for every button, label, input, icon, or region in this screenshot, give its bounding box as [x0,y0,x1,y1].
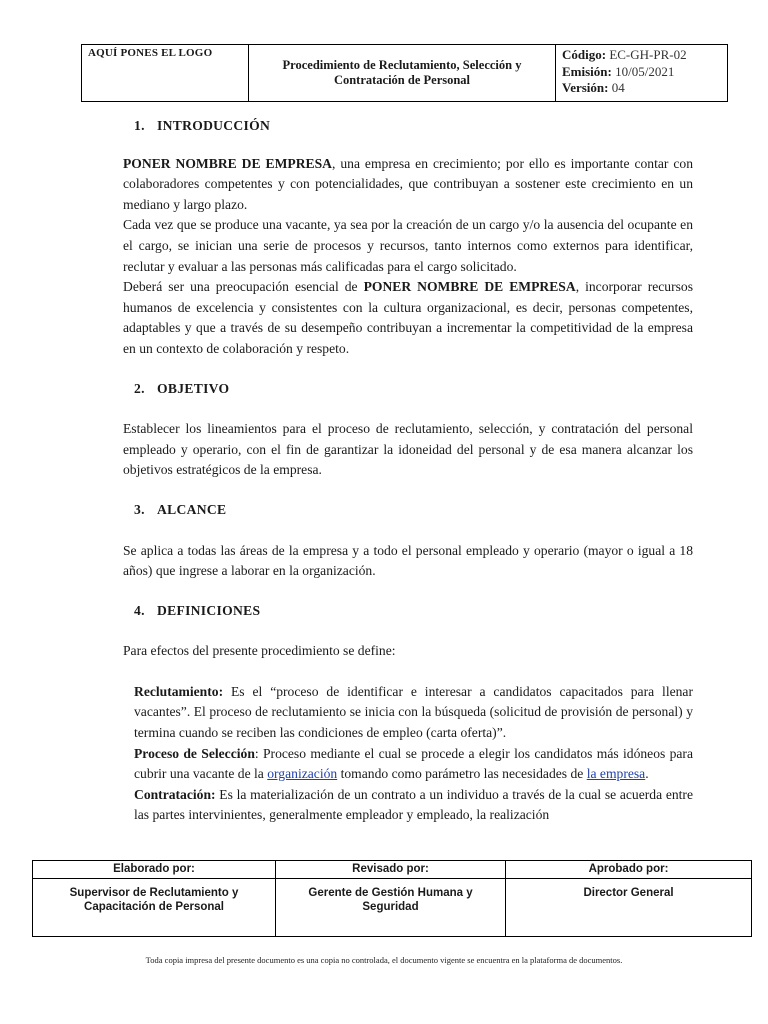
revisado-label: Revisado por: [276,861,506,878]
definition-text: tomando como parámetro las necesidades de [337,766,587,782]
definiciones-intro: Para efectos del presente procedimiento se define: [123,643,396,659]
definition-text: . [645,766,649,782]
definition-text: Es la materialización de un contrato a un individuo a través de la cual se acuerda entre las partes intervinientes, generalmente empleador y empleado, la realización [134,786,693,823]
section-heading-alcance [134,500,693,521]
logo-placeholder: AQUÍ PONES EL LOGO [82,45,249,101]
section-heading-definiciones [134,601,693,622]
definition-term: Contratación: [134,786,216,802]
definition-term: Proceso de Selección [134,745,255,761]
section-number: 4. [134,602,145,618]
aprobado-value: Director General [583,887,674,899]
alcance-paragraph: Se aplica a todas las áreas de la empresa y a todo el personal empleado y operario (mayor o igual a 18 años) que ingrese a laborar en la organización. [123,542,693,579]
section-title: ALCANCE [157,501,227,517]
aprobado-label: Aprobado por: [588,863,669,875]
intro-paragraph-3-text-a: Deberá ser una preocupación esencial de [123,279,364,295]
elaborado-label: Elaborado por: [33,861,276,878]
section-number: 1. [134,118,145,133]
company-name-placeholder: PONER NOMBRE DE EMPRESA [123,155,332,171]
intro-paragraph-1-text: , una empresa en crecimiento; por ello es importante contar con colaboradores competentes y con potencialidades, que contribuyan a sostener este crecimiento en un mediano y largo plazo. [123,155,693,212]
section-number: 2. [134,380,145,396]
elaborado-value: Supervisor de Reclutamiento y Capacitación de Personal [33,879,276,937]
definition-list [134,682,693,826]
codigo-label: Código: [562,47,607,62]
document-title: Procedimiento de Reclutamiento, Selección y Contratación de Personal [249,45,556,101]
approval-header-row [33,861,751,879]
version-label: Versión: [562,80,609,95]
section-title: OBJETIVO [157,380,230,396]
intro-paragraph-3 [123,277,693,359]
organizacion-link[interactable]: organización [267,766,338,782]
intro-paragraph-1 [123,154,693,216]
approval-values-row [33,879,751,937]
la-empresa-link[interactable]: la empresa [586,766,646,782]
definition-text: Es el “proceso de identificar e interesar a candidatos capacitados para llenar vacantes”. El proceso de reclutamiento se inicia con la búsqueda (solicitud de provisión de personal) y termina cuando se reciben las condiciones de empleo (carta oferta)”. [134,683,693,741]
document-body [123,116,693,826]
definition-contratacion [134,785,693,826]
intro-paragraph-2: Cada vez que se produce una vacante, ya sea por la creación de un cargo y/o la ausencia del ocupante en el cargo, se inician una serie de procesos y recursos, tanto internos como externos para identificar, reclutar y evaluar a las personas más calificadas para el cargo solicitado. [123,217,693,274]
section-heading-objetivo [134,379,693,400]
codigo-value: EC-GH-PR-02 [609,47,687,62]
company-name-placeholder: PONER NOMBRE DE EMPRESA [363,279,576,295]
definition-text: : Proceso mediante el cual se procede a elegir los candidatos más idóneos para cubrir una vacante de la [134,745,693,782]
section-title: INTRODUCCIÓN [157,118,271,133]
version-value: 04 [611,80,625,95]
section-title: DEFINICIONES [157,602,261,618]
intro-paragraph-3-text-b: , incorporar recursos humanos de excelencia y consistentes con la cultura organizacional, es decir, personas competentes, adaptables y que a través de su desempeño contribuyan a incrementar la competitividad de la empresa en un contexto de colaboración y respeto. [123,279,693,356]
revisado-value: Gerente de Gestión Humana y Seguridad [276,879,506,937]
objetivo-paragraph: Establecer los lineamientos para el proceso de reclutamiento, selección, y contratación del personal empleado y operario, con el fin de garantizar la idoneidad del personal y de esa manera alcanzar los objetivos estratégicos de la empresa. [123,421,693,478]
document-header [81,44,728,102]
emision-label: Emisión: [562,63,612,79]
uncontrolled-copy-notice: Toda copia impresa del presente documento es una copia no controlada, el documento vigente se encuentra en la plataforma de documentos. [145,955,623,965]
definition-seleccion [134,744,693,785]
document-meta [556,45,727,101]
emision-value: 10/05/2021 [615,63,675,79]
definition-term: Reclutamiento: [134,683,224,699]
section-number: 3. [134,501,145,517]
definition-reclutamiento [134,682,693,744]
section-heading-introduccion [134,116,693,137]
approval-table [32,860,752,937]
